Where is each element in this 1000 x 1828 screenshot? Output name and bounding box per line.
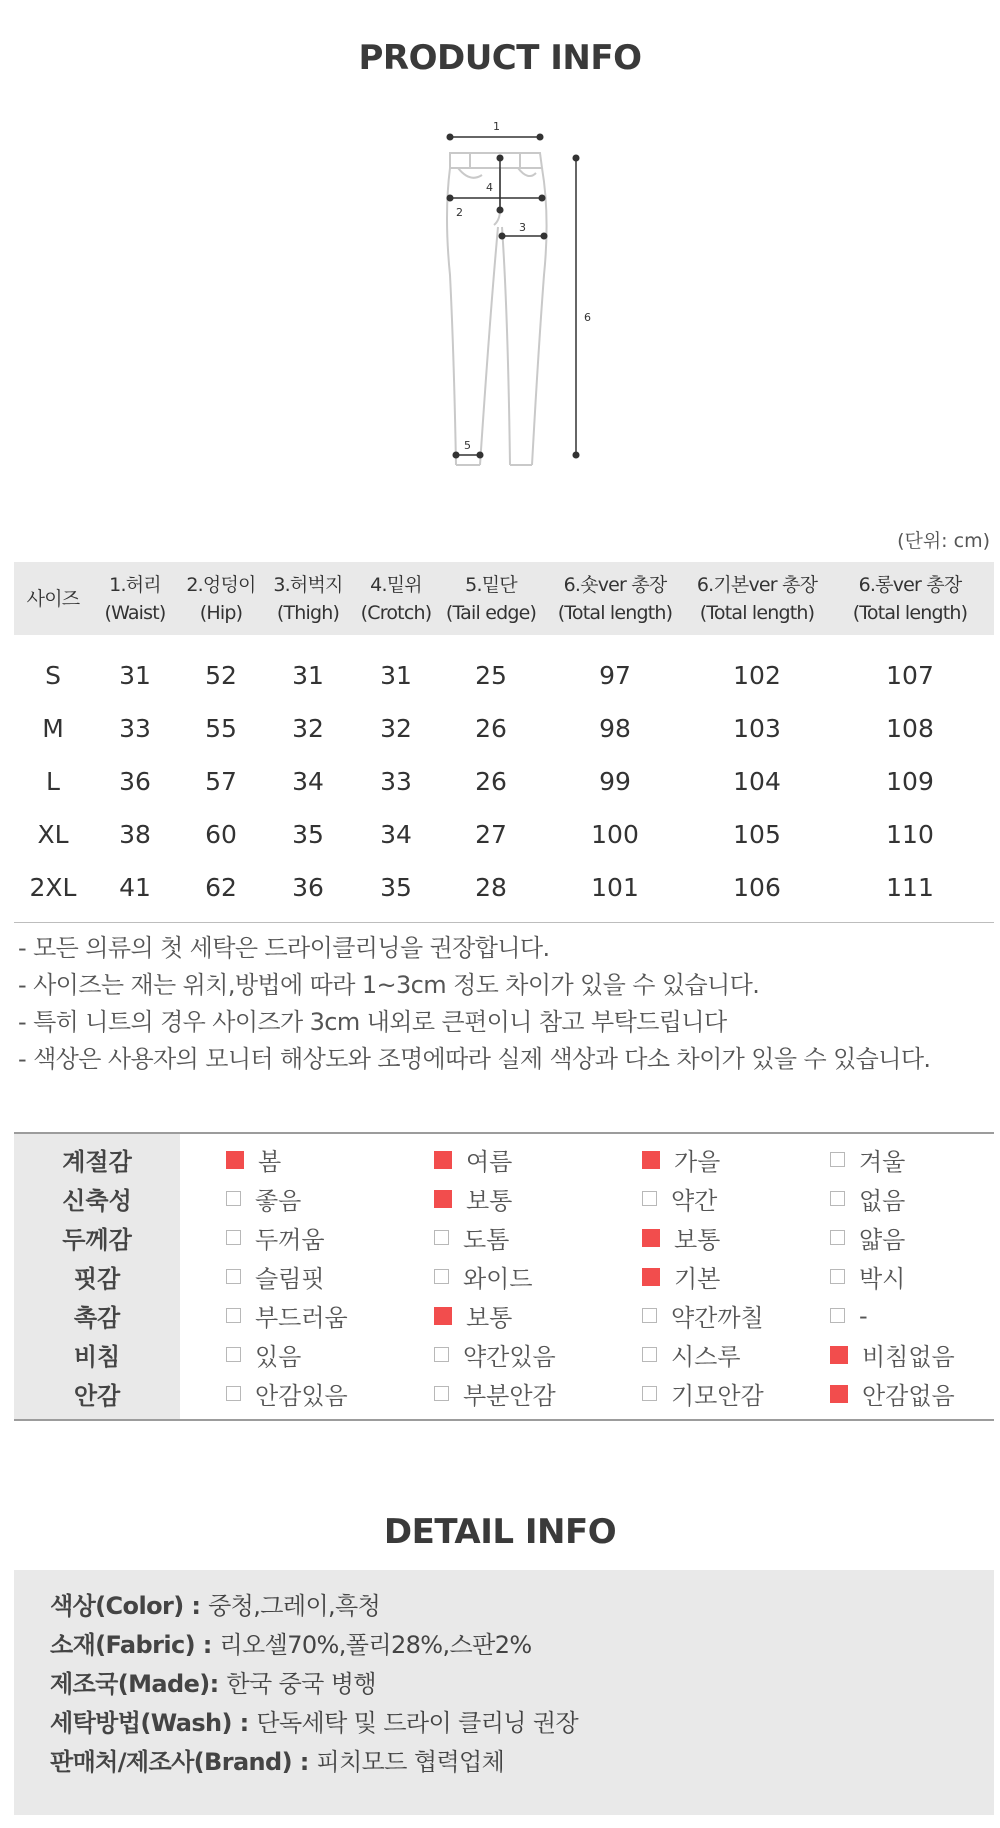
attribute-option-label: 약간있음 <box>463 1343 556 1371</box>
size-value: 32 <box>292 714 324 743</box>
attribute-option-label: 봄 <box>258 1148 282 1176</box>
unchecked-box-icon <box>226 1230 241 1245</box>
size-value: 38 <box>119 820 151 849</box>
detail-info-title: DETAIL INFO <box>383 1512 617 1552</box>
attribute-name: 신축성 <box>14 1179 180 1218</box>
attribute-row <box>14 1218 994 1257</box>
size-value: 103 <box>733 714 781 743</box>
attribute-option-cell <box>180 1179 388 1218</box>
attribute-option-label: 보통 <box>466 1304 513 1332</box>
attribute-option-label: 겨울 <box>859 1148 906 1176</box>
unchecked-box-icon <box>830 1191 845 1206</box>
attribute-option-cell <box>180 1133 388 1179</box>
attribute-row <box>14 1257 994 1296</box>
attribute-option <box>180 1142 388 1177</box>
checked-box-icon <box>642 1268 660 1286</box>
attribute-option <box>388 1142 596 1177</box>
attribute-option-label: 보통 <box>466 1187 513 1215</box>
attribute-option <box>804 1376 994 1411</box>
attribute-option-label: 박시 <box>859 1265 906 1293</box>
attribute-option <box>388 1181 596 1216</box>
size-row <box>14 755 994 808</box>
attribute-option <box>596 1181 804 1216</box>
size-value: 36 <box>119 767 151 796</box>
header-label: 6.숏ver 총장 <box>563 573 667 596</box>
diagram-label-1: 1 <box>493 120 500 133</box>
pants-measurement-diagram <box>430 120 610 490</box>
header-sublabel: (Total length) <box>852 601 968 624</box>
attribute-option-label: 부분안감 <box>463 1382 556 1410</box>
size-value: 35 <box>380 873 412 902</box>
checked-box-icon <box>830 1385 848 1403</box>
size-value: 97 <box>599 661 631 690</box>
attribute-option-label: 도톰 <box>463 1226 510 1254</box>
header-label: 2.엉덩이 <box>186 573 256 596</box>
attribute-option <box>596 1220 804 1255</box>
detail-item <box>50 1743 994 1782</box>
attribute-option <box>596 1337 804 1372</box>
size-value: 105 <box>733 820 781 849</box>
attribute-option-cell <box>804 1218 994 1257</box>
size-value: 107 <box>886 661 934 690</box>
size-value: 109 <box>886 767 934 796</box>
size-value: 98 <box>599 714 631 743</box>
detail-value: 중청,그레이,흑청 <box>208 1592 381 1620</box>
attribute-name: 계절감 <box>14 1133 180 1179</box>
attribute-option <box>804 1259 994 1294</box>
unchecked-box-icon <box>226 1386 241 1401</box>
attribute-option <box>180 1220 388 1255</box>
detail-label: 제조국(Made): <box>50 1670 227 1698</box>
diagram-label-4: 4 <box>486 181 493 194</box>
detail-value: 한국 중국 병행 <box>226 1670 376 1698</box>
attribute-option-cell <box>388 1257 596 1296</box>
attribute-option <box>388 1298 596 1333</box>
attribute-option-cell <box>804 1374 994 1420</box>
attribute-option-cell <box>388 1374 596 1420</box>
size-value: 102 <box>733 661 781 690</box>
size-value: 101 <box>591 873 639 902</box>
detail-label: 세탁방법(Wash) : <box>50 1709 257 1737</box>
unchecked-box-icon <box>830 1230 845 1245</box>
size-value: 41 <box>119 873 151 902</box>
attribute-row <box>14 1335 994 1374</box>
size-table-header-cell <box>14 562 92 635</box>
attribute-option <box>180 1337 388 1372</box>
size-label: XL <box>37 820 69 849</box>
size-value: 35 <box>292 820 324 849</box>
unchecked-box-icon <box>642 1347 657 1362</box>
diagram-label-6: 6 <box>584 311 591 324</box>
pants-outline-icon <box>447 153 547 465</box>
attribute-option-cell <box>596 1179 804 1218</box>
attribute-row <box>14 1296 994 1335</box>
detail-label: 소재(Fabric) : <box>50 1631 220 1659</box>
size-value: 32 <box>380 714 412 743</box>
attribute-option-label: - <box>859 1301 868 1330</box>
header-sublabel: (Thigh) <box>276 601 340 624</box>
size-table-body <box>14 635 994 923</box>
size-value: 52 <box>205 661 237 690</box>
attribute-option <box>804 1181 994 1216</box>
note-item: - 사이즈는 재는 위치,방법에 따라 1~3cm 정도 차이가 있을 수 있습니다. <box>18 971 760 999</box>
unchecked-box-icon <box>642 1308 657 1323</box>
attribute-option-cell <box>388 1296 596 1335</box>
attribute-option <box>388 1337 596 1372</box>
attribute-option-cell <box>180 1296 388 1335</box>
size-label: L <box>46 767 60 796</box>
note-item: - 색상은 사용자의 모니터 해상도와 조명에따라 실제 색상과 다소 차이가 있을 수 있습니다. <box>18 1045 931 1073</box>
attribute-option-cell <box>804 1179 994 1218</box>
attribute-name: 비침 <box>14 1335 180 1374</box>
attribute-option-cell <box>180 1374 388 1420</box>
detail-label: 색상(Color) : <box>50 1592 209 1620</box>
detail-value: 피치모드 협력업체 <box>316 1748 505 1776</box>
header-label: 6.기본ver 총장 <box>696 573 818 596</box>
header-sublabel: (Crotch) <box>360 601 432 624</box>
attribute-option <box>388 1259 596 1294</box>
size-value: 62 <box>205 873 237 902</box>
attribute-option-cell <box>180 1335 388 1374</box>
attribute-option-label: 약간 <box>671 1187 718 1215</box>
attribute-option <box>596 1376 804 1411</box>
attribute-option-cell <box>388 1335 596 1374</box>
size-value: 27 <box>475 820 507 849</box>
note-item: - 모든 의류의 첫 세탁은 드라이클리닝을 권장합니다. <box>18 934 550 962</box>
size-value: 31 <box>380 661 412 690</box>
unchecked-box-icon <box>434 1386 449 1401</box>
unchecked-box-icon <box>226 1191 241 1206</box>
attribute-option-label: 슬림핏 <box>255 1265 325 1293</box>
unchecked-box-icon <box>434 1347 449 1362</box>
unchecked-box-icon <box>830 1269 845 1284</box>
attribute-option-cell <box>804 1257 994 1296</box>
notes-list <box>18 930 930 1078</box>
attribute-option-cell <box>804 1296 994 1335</box>
attribute-option-label: 여름 <box>466 1148 513 1176</box>
size-value: 34 <box>292 767 324 796</box>
attribute-option-cell <box>596 1257 804 1296</box>
attribute-option <box>596 1142 804 1177</box>
attribute-option-label: 안감없음 <box>862 1382 955 1410</box>
attribute-option-label: 기본 <box>674 1265 721 1293</box>
size-table-header-cell <box>264 562 352 635</box>
attribute-option-label: 없음 <box>859 1187 906 1215</box>
note-item: - 특히 니트의 경우 사이즈가 3cm 내외로 큰편이니 참고 부탁드립니다 <box>18 1008 727 1036</box>
header-label: 5.밑단 <box>465 573 517 596</box>
checked-box-icon <box>830 1346 848 1364</box>
size-value: 104 <box>733 767 781 796</box>
size-value: 55 <box>205 714 237 743</box>
unit-label: (단위: cm) <box>897 530 990 552</box>
attribute-name: 두께감 <box>14 1218 180 1257</box>
size-value: 99 <box>599 767 631 796</box>
attribute-option <box>596 1259 804 1294</box>
header-label: 6.롱ver 총장 <box>858 573 962 596</box>
size-table-header <box>14 562 994 635</box>
detail-item <box>50 1626 994 1665</box>
attribute-option-label: 시스루 <box>671 1343 741 1371</box>
header-sublabel: (Hip) <box>199 601 243 624</box>
attribute-option-label: 비침없음 <box>862 1343 955 1371</box>
unchecked-box-icon <box>642 1386 657 1401</box>
attribute-option-cell <box>596 1335 804 1374</box>
unchecked-box-icon <box>226 1347 241 1362</box>
size-value: 25 <box>475 661 507 690</box>
detail-item <box>50 1704 994 1743</box>
size-row <box>14 635 994 702</box>
attribute-name: 촉감 <box>14 1296 180 1335</box>
attribute-option <box>180 1298 388 1333</box>
size-table <box>14 562 994 923</box>
attribute-option-label: 안감있음 <box>255 1382 348 1410</box>
unchecked-box-icon <box>226 1308 241 1323</box>
attribute-option-cell <box>596 1218 804 1257</box>
unchecked-box-icon <box>830 1152 845 1167</box>
size-value: 33 <box>380 767 412 796</box>
unchecked-box-icon <box>434 1230 449 1245</box>
header-sublabel: (Total length) <box>699 601 815 624</box>
attribute-option-label: 얇음 <box>859 1226 906 1254</box>
detail-label: 판매처/제조사(Brand) : <box>50 1748 317 1776</box>
size-value: 31 <box>119 661 151 690</box>
header-label: 3.허벅지 <box>273 573 343 596</box>
size-table-header-cell <box>178 562 264 635</box>
attribute-option <box>804 1220 994 1255</box>
unchecked-box-icon <box>642 1191 657 1206</box>
detail-info-box <box>14 1570 994 1815</box>
checked-box-icon <box>642 1229 660 1247</box>
size-value: 106 <box>733 873 781 902</box>
size-value: 111 <box>886 873 934 902</box>
attribute-option-label: 좋음 <box>255 1187 302 1215</box>
size-row <box>14 702 994 755</box>
attribute-option <box>388 1376 596 1411</box>
attribute-option-cell <box>180 1257 388 1296</box>
detail-value: 단독세탁 및 드라이 클리닝 권장 <box>256 1709 579 1737</box>
attribute-option-label: 두꺼움 <box>255 1226 325 1254</box>
size-table-header-cell <box>352 562 440 635</box>
size-table-header-cell <box>440 562 542 635</box>
checked-box-icon <box>642 1151 660 1169</box>
attribute-option-label: 부드러움 <box>255 1304 348 1332</box>
size-row <box>14 861 994 923</box>
detail-item <box>50 1665 994 1704</box>
size-label: M <box>42 714 64 743</box>
size-value: 60 <box>205 820 237 849</box>
attribute-option-cell <box>388 1133 596 1179</box>
product-info-title: PRODUCT INFO <box>358 38 642 78</box>
size-value: 110 <box>886 820 934 849</box>
attribute-name: 핏감 <box>14 1257 180 1296</box>
attribute-option <box>388 1220 596 1255</box>
unchecked-box-icon <box>434 1269 449 1284</box>
attribute-row <box>14 1179 994 1218</box>
size-label: 2XL <box>29 873 77 902</box>
attribute-option-label: 가을 <box>674 1148 721 1176</box>
attribute-row <box>14 1374 994 1420</box>
attribute-option <box>804 1142 994 1177</box>
checked-box-icon <box>434 1190 452 1208</box>
header-label: 1.허리 <box>109 573 161 596</box>
checked-box-icon <box>226 1151 244 1169</box>
size-value: 28 <box>475 873 507 902</box>
diagram-label-3: 3 <box>519 221 526 234</box>
attribute-option-cell <box>180 1218 388 1257</box>
checked-box-icon <box>434 1307 452 1325</box>
size-row <box>14 808 994 861</box>
attribute-option <box>180 1181 388 1216</box>
header-sublabel: (Total length) <box>557 601 673 624</box>
attribute-option-cell <box>388 1179 596 1218</box>
size-value: 33 <box>119 714 151 743</box>
unchecked-box-icon <box>226 1269 241 1284</box>
attribute-option-label: 보통 <box>674 1226 721 1254</box>
size-value: 100 <box>591 820 639 849</box>
measurement-lines <box>447 134 579 458</box>
size-value: 57 <box>205 767 237 796</box>
size-table-header-cell <box>92 562 178 635</box>
size-value: 34 <box>380 820 412 849</box>
attribute-option <box>804 1302 994 1330</box>
attribute-name: 안감 <box>14 1374 180 1420</box>
attribute-option-cell <box>596 1374 804 1420</box>
size-value: 36 <box>292 873 324 902</box>
header-sublabel: (Tail edge) <box>445 601 537 624</box>
diagram-label-5: 5 <box>464 439 471 452</box>
size-value: 31 <box>292 661 324 690</box>
attribute-option-label: 약간까칠 <box>671 1304 764 1332</box>
attribute-table <box>14 1132 994 1421</box>
detail-info-list <box>14 1570 994 1782</box>
header-sublabel: (Waist) <box>104 601 166 624</box>
attribute-option-label: 기모안감 <box>671 1382 764 1410</box>
header-label: 사이즈 <box>26 587 80 610</box>
attribute-option-label: 있음 <box>255 1343 302 1371</box>
attribute-option <box>180 1376 388 1411</box>
size-value: 26 <box>475 767 507 796</box>
unchecked-box-icon <box>830 1308 845 1323</box>
attribute-option-label: 와이드 <box>463 1265 533 1293</box>
attribute-row <box>14 1133 994 1179</box>
size-table-header-cell <box>542 562 688 635</box>
attribute-option-cell <box>596 1133 804 1179</box>
size-table-header-cell <box>826 562 994 635</box>
attribute-option-cell <box>804 1335 994 1374</box>
diagram-label-2: 2 <box>456 206 463 219</box>
attribute-option <box>180 1259 388 1294</box>
size-value: 26 <box>475 714 507 743</box>
attribute-option-cell <box>804 1133 994 1179</box>
header-label: 4.밑위 <box>370 573 422 596</box>
detail-value: 리오셀70%,폴리28%,스판2% <box>219 1631 532 1659</box>
size-value: 108 <box>886 714 934 743</box>
detail-item <box>50 1587 994 1626</box>
attribute-table-body <box>14 1133 994 1420</box>
attribute-option <box>804 1337 994 1372</box>
size-table-header-cell <box>688 562 826 635</box>
checked-box-icon <box>434 1151 452 1169</box>
attribute-option <box>596 1298 804 1333</box>
attribute-option-cell <box>388 1218 596 1257</box>
attribute-option-cell <box>596 1296 804 1335</box>
size-label: S <box>45 661 61 690</box>
